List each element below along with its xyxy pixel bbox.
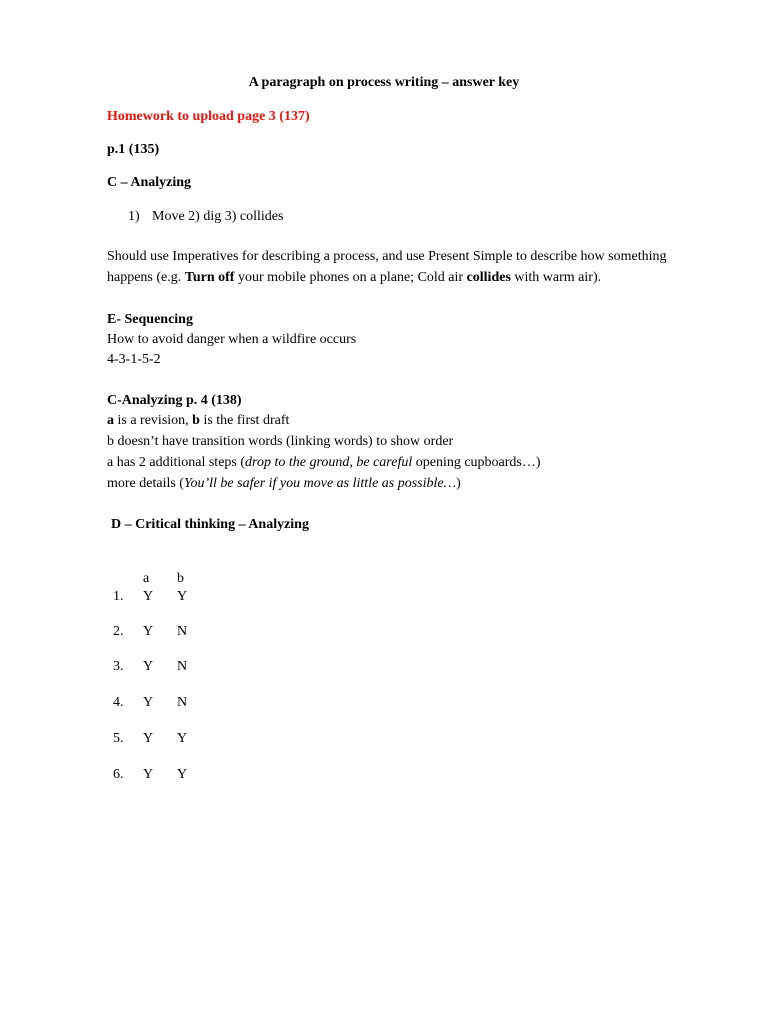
analysis-line-c <box>107 452 541 473</box>
row-number: 1. <box>113 589 124 604</box>
explanation-paragraph <box>107 246 667 288</box>
bold-text: b <box>192 413 200 428</box>
row-number: 5. <box>113 731 124 746</box>
row-number: 3. <box>113 659 124 674</box>
row-number: 2. <box>113 624 124 639</box>
row-number: 4. <box>113 695 124 710</box>
cell-a: Y <box>143 589 154 604</box>
cell-a: Y <box>143 695 154 710</box>
text-run: is the first draft <box>199 413 290 428</box>
text-run: with warm air). <box>510 270 602 285</box>
row-number: 6. <box>113 767 124 782</box>
document-title: A paragraph on process writing – answer key <box>248 75 520 90</box>
table-row <box>0 764 768 785</box>
sequencing-topic: How to avoid danger when a wildfire occurs <box>107 332 357 347</box>
text-run: a has 2 additional steps ( <box>107 455 246 470</box>
list-number: 1) <box>128 209 140 224</box>
text-run: ) <box>456 476 461 491</box>
table-row <box>0 728 768 749</box>
paragraph-line-1: Should use Imperatives for describing a process, and use Present Simple to describe how something <box>107 249 667 264</box>
text-run: is a revision, <box>114 413 193 428</box>
cell-a: Y <box>143 767 154 782</box>
section-c2-heading: C-Analyzing p. 4 (138) <box>107 393 242 408</box>
cell-a: Y <box>143 731 154 746</box>
table-row <box>0 656 768 677</box>
cell-a: Y <box>143 659 154 674</box>
homework-note: Homework to upload page 3 (137) <box>107 109 310 124</box>
sequencing-answer: 4-3-1-5-2 <box>107 352 161 367</box>
list-text: Move 2) dig 3) collides <box>152 209 284 224</box>
bold-text: collides <box>466 270 511 285</box>
section-d-heading: D – Critical thinking – Analyzing <box>111 517 309 532</box>
section-c-heading: C – Analyzing <box>107 175 192 190</box>
paragraph-line-2 <box>107 267 667 288</box>
analysis-line-b: b doesn’t have transition words (linking words) to show order <box>107 434 454 449</box>
column-header-b: b <box>177 571 184 586</box>
cell-b: N <box>177 659 188 674</box>
page-reference: p.1 (135) <box>107 142 160 157</box>
answer-list-item <box>128 206 283 227</box>
analysis-line-a <box>107 410 289 431</box>
table-row <box>0 692 768 713</box>
cell-b: Y <box>177 589 188 604</box>
analysis-line-d <box>107 473 461 494</box>
bold-text: a <box>107 413 114 428</box>
cell-b: Y <box>177 767 188 782</box>
cell-a: Y <box>143 624 154 639</box>
text-run: happens (e.g. <box>107 270 185 285</box>
section-e-heading: E- Sequencing <box>107 312 193 327</box>
cell-b: N <box>177 624 188 639</box>
text-run: opening cupboards…) <box>412 455 541 470</box>
table-row <box>0 621 768 642</box>
text-run: your mobile phones on a plane; Cold air <box>234 270 467 285</box>
cell-b: Y <box>177 731 188 746</box>
table-row <box>0 586 768 607</box>
column-header-a: a <box>143 571 150 586</box>
italic-text: You’ll be safer if you move as little as possible… <box>183 476 457 491</box>
text-run: more details ( <box>107 476 184 491</box>
cell-b: N <box>177 695 188 710</box>
italic-text: drop to the ground, be careful <box>245 455 413 470</box>
bold-text: Turn off <box>184 270 235 285</box>
